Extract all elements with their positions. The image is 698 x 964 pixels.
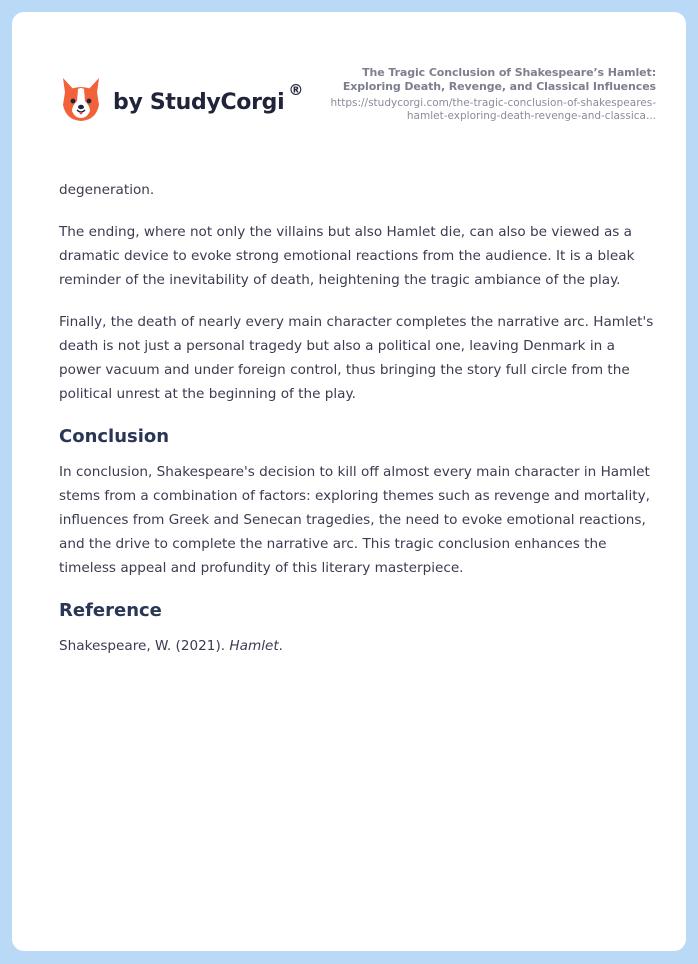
page-header xyxy=(12,12,686,152)
reference-end: . xyxy=(278,638,283,654)
reference-entry xyxy=(59,634,659,658)
logo-text: by StudyCorgi xyxy=(113,89,285,115)
document-body xyxy=(59,178,659,676)
document-title: The Tragic Conclusion of Shakespeare’s Hamlet: Exploring Death, Revenge, and Classical Influences xyxy=(342,66,656,93)
reference-author-year: Shakespeare, W. (2021). xyxy=(59,638,230,654)
reference-heading: Reference xyxy=(59,600,162,621)
document-meta xyxy=(306,66,656,123)
reference-title: Hamlet xyxy=(229,638,279,654)
corgi-logo-icon xyxy=(60,76,102,124)
studycorgi-logo[interactable] xyxy=(60,76,303,124)
body-paragraph: Finally, the death of nearly every main character completes the narrative arc. Hamlet's death is not just a personal tragedy but also a political one, leaving Denmark in a power vacuum and under foreign control, thus bringing the story full circle from the political unrest at the beginning of the play. xyxy=(59,314,654,402)
registered-mark: ® xyxy=(288,81,304,99)
document-url[interactable]: https://studycorgi.com/the-tragic-conclusion-of-shakespeares-hamlet-exploring-death-revenge-and-classica... xyxy=(330,97,656,122)
body-paragraph: The ending, where not only the villains but also Hamlet die, can also be viewed as a dramatic device to evoke strong emotional reactions from the audience. It is a bleak reminder of the inevitability of death, heightening the tragic ambiance of the play. xyxy=(59,224,635,288)
conclusion-paragraph: In conclusion, Shakespeare's decision to kill off almost every main character in Hamlet stems from a combination of factors: exploring themes such as revenge and mortality, influences from Greek and Senecan tragedies, the need to evoke emotional reactions, and the drive to complete the narrative arc. This tragic conclusion enhances the timeless appeal and profundity of this literary masterpiece. xyxy=(59,464,650,576)
conclusion-heading: Conclusion xyxy=(59,426,170,447)
document-page xyxy=(12,12,686,951)
body-paragraph: degeneration. xyxy=(59,182,155,198)
